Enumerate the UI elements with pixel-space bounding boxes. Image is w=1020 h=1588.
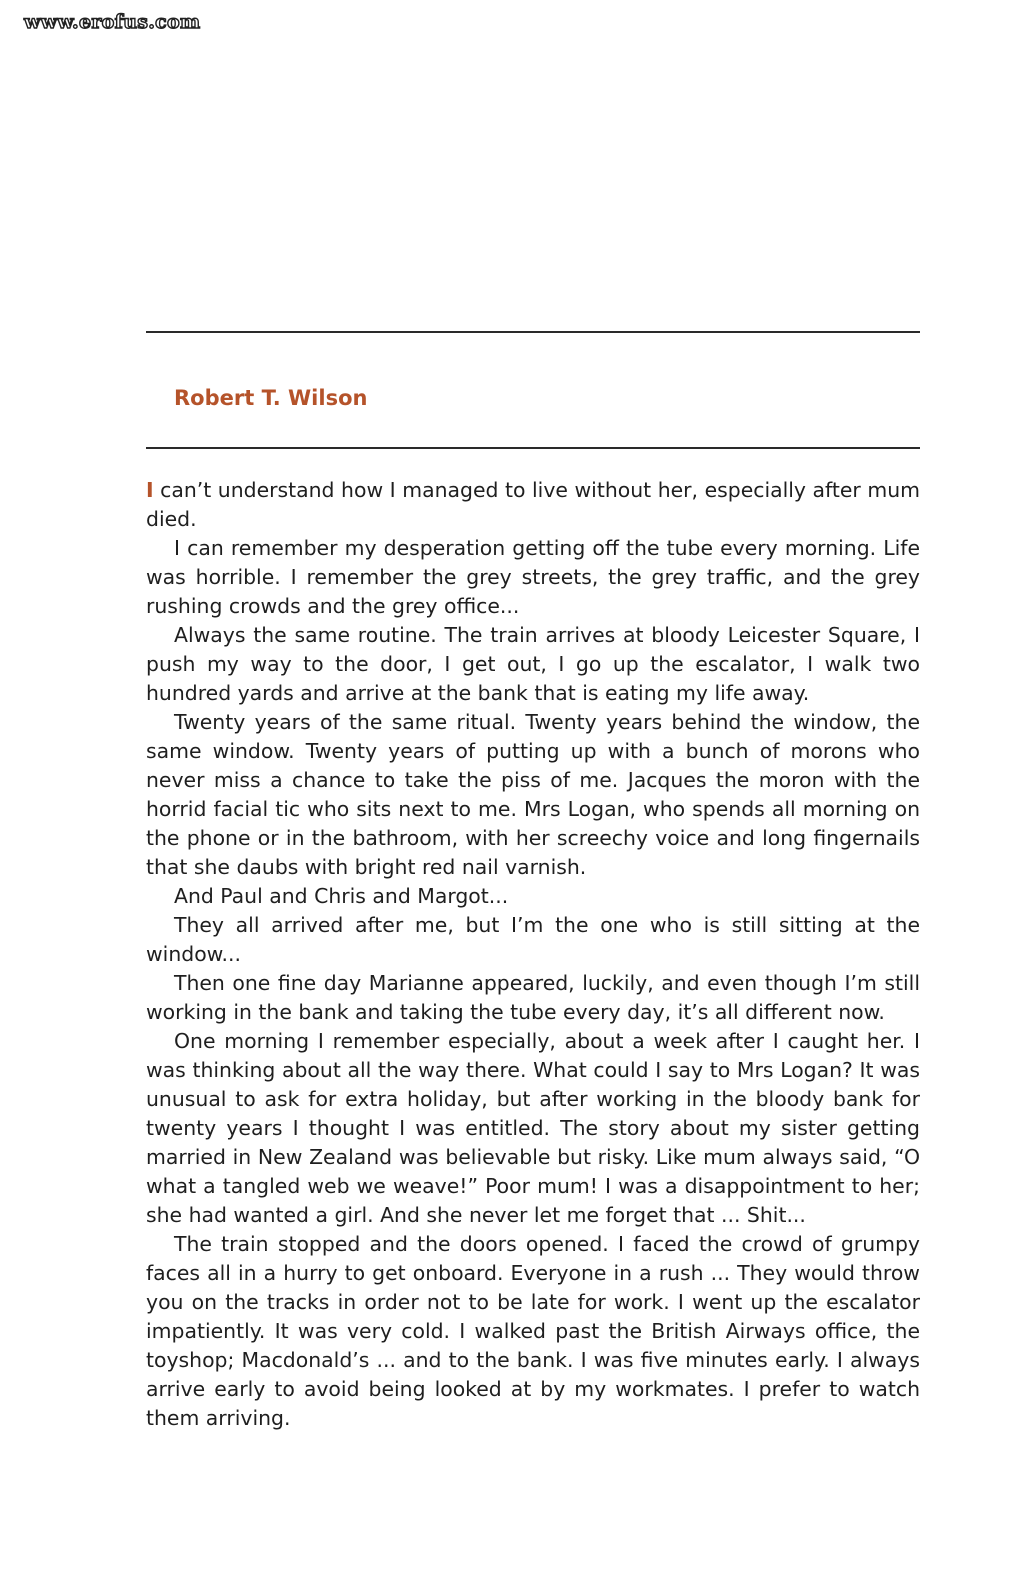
author-name: Robert T. Wilson bbox=[174, 386, 368, 410]
story-text bbox=[146, 476, 920, 1433]
paragraph: They all arrived after me, but I’m the one who is still sitting at the window... bbox=[146, 913, 920, 966]
opening-paragraph bbox=[146, 476, 920, 534]
opening-text: can’t understand how I managed to live without her, especially after mum died. bbox=[146, 478, 920, 531]
top-divider bbox=[146, 331, 920, 333]
watermark: www.erofus.com bbox=[24, 11, 201, 33]
paragraph: And Paul and Chris and Margot... bbox=[174, 884, 509, 908]
paragraph: I can remember my desperation getting off the tube every morning. Life was horrible. I remember the grey streets, the grey traffic, and the grey rushing crowds and the grey office... bbox=[146, 536, 920, 618]
paragraph: The train stopped and the doors opened. I faced the crowd of grumpy faces all in a hurry to get onboard. Everyone in a rush ... They would throw you on the tracks in order not to be late for work. I went up the escalator impatiently. It was very cold. I walked past the British Airways office, the toyshop; Macdonald’s ... and to the bank. I was five minutes early. I always arrive early to avoid being looked at by my workmates. I prefer to watch them arriving. bbox=[146, 1232, 920, 1430]
bottom-divider bbox=[146, 447, 920, 449]
paragraph: Twenty years of the same ritual. Twenty years behind the window, the same window. Twenty years of putting up with a bunch of morons who never miss a chance to take the piss of me. Jacques the moron with the horrid facial tic who sits next to me. Mrs Logan, who spends all morning on the phone or in the bathroom, with her screechy voice and long fingernails that she daubs with bright red nail varnish. bbox=[146, 710, 920, 879]
drop-cap: I bbox=[146, 478, 154, 502]
paragraph: Then one fine day Marianne appeared, luckily, and even though I’m still working in the bank and taking the tube every day, it’s all different now. bbox=[146, 971, 920, 1024]
paragraph: One morning I remember especially, about a week after I caught her. I was thinking about all the way there. What could I say to Mrs Logan? It was unusual to ask for extra holiday, but after working in the bloody bank for twenty years I thought I was entitled. The story about my sister getting married in New Zealand was believable but risky. Like mum always said, “O what a tangled web we weave!” Poor mum! I was a disappointment to her; she had wanted a girl. And she never let me forget that ... Shit... bbox=[146, 1029, 920, 1227]
paragraph: Always the same routine. The train arrives at bloody Leicester Square, I push my way to the door, I get out, I go up the escalator, I walk two hundred yards and arrive at the bank that is eating my life away. bbox=[146, 623, 920, 705]
